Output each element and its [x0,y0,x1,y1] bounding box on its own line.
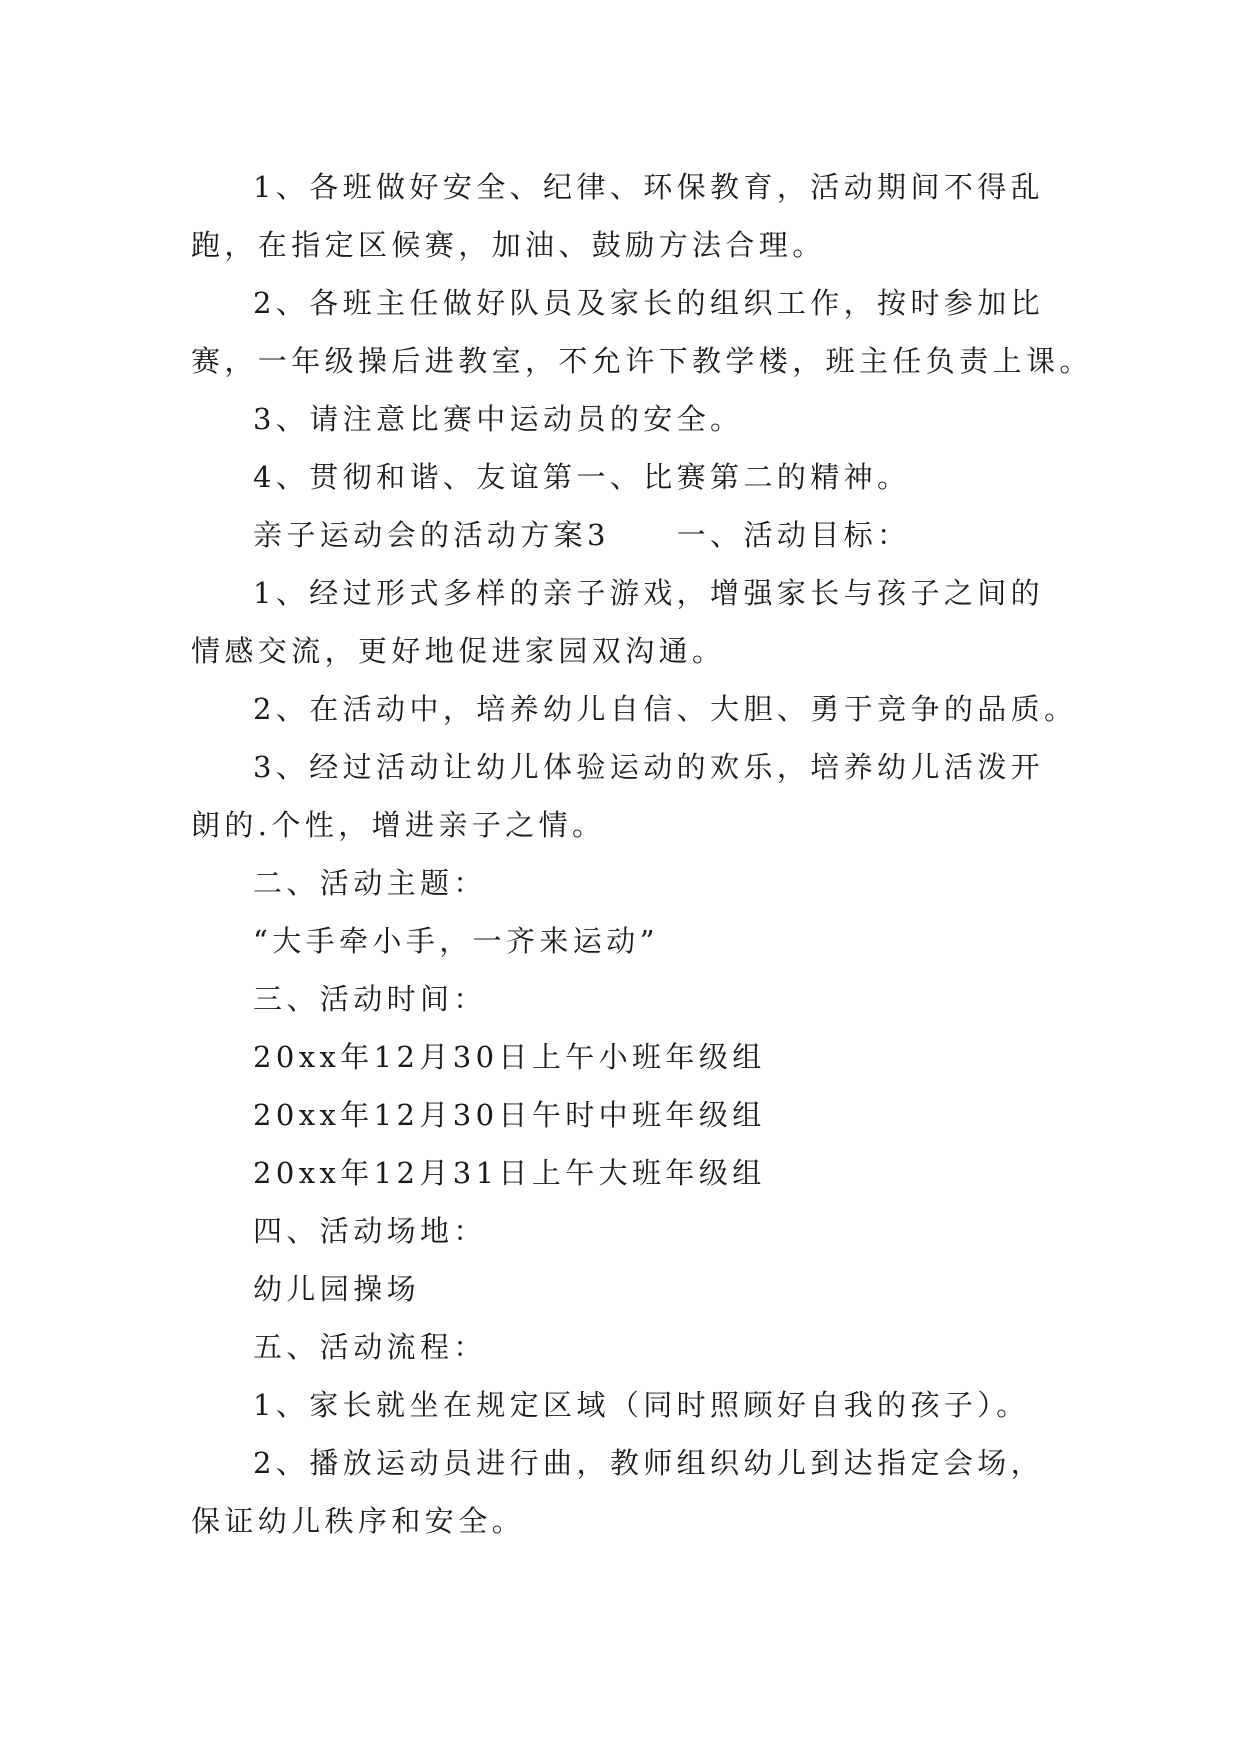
section-heading: 四、活动场地： [253,1214,487,1248]
text-line: 2、各班主任做好队员及家长的组织工作，按时参加比 [253,286,1045,320]
text-line: 跑，在指定区候赛，加油、鼓励方法合理。 [191,228,826,262]
text-line: 2、在活动中，培养幼儿自信、大胆、勇于竞争的品质。 [253,692,1078,726]
text-line: 赛，一年级操后进教室，不允许下教学楼，班主任负责上课。 [191,344,1093,378]
section-heading: 三、活动时间： [253,982,487,1016]
text-line: 4、贯彻和谐、友谊第一、比赛第二的精神。 [253,460,911,494]
text-line: 朗的.个性，增进亲子之情。 [191,808,606,842]
text-line: 2、播放运动员进行曲，教师组织幼儿到达指定会场， [253,1446,1045,1480]
text-line: 情感交流，更好地促进家园双沟通。 [191,634,726,668]
text-line: 20xx年12月31日上午大班年级组 [253,1156,766,1190]
document-body [191,158,1093,1550]
text-line: 1、各班做好安全、纪律、环保教育，活动期间不得乱 [253,170,1045,204]
text-line: “大手牵小手，一齐来运动” [253,924,659,958]
text-line: 1、经过形式多样的亲子游戏，增强家长与孩子之间的 [253,576,1045,610]
text-line: 1、家长就坐在规定区域（同时照顾好自我的孩子）。 [253,1388,1030,1422]
text-line: 保证幼儿秩序和安全。 [191,1504,526,1538]
text-line: 20xx年12月30日午时中班年级组 [253,1098,766,1132]
text-line: 3、请注意比赛中运动员的安全。 [253,402,744,436]
text-line: 20xx年12月30日上午小班年级组 [253,1040,766,1074]
text-line: 幼儿园操场 [253,1272,421,1306]
text-line: 3、经过活动让幼儿体验运动的欢乐，培养幼儿活泼开 [253,750,1045,784]
section-heading: 亲子运动会的活动方案3 一、活动目标： [253,518,911,552]
section-heading: 五、活动流程： [253,1330,487,1364]
section-heading: 二、活动主题： [253,866,487,900]
